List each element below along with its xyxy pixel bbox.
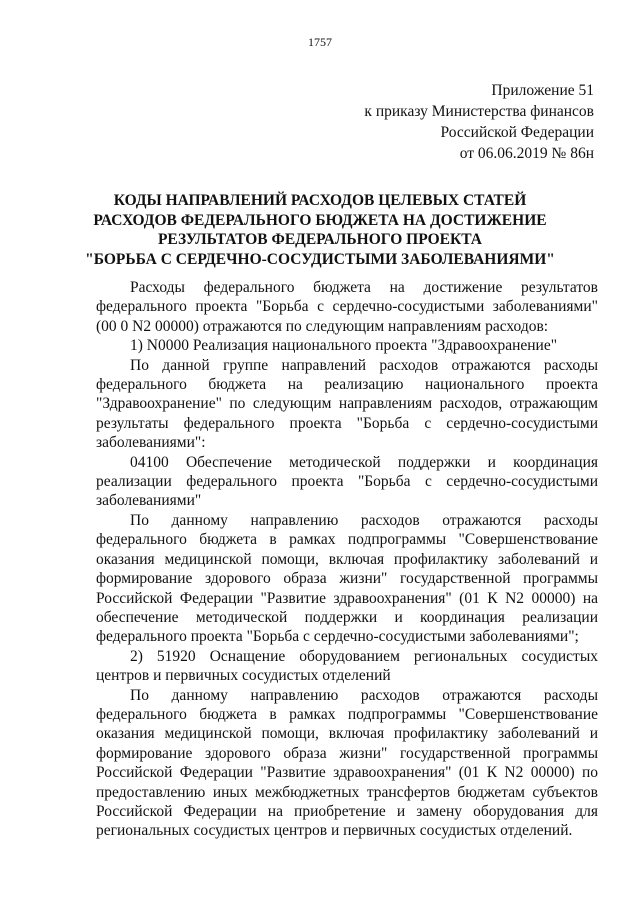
- title-line: "БОРЬБА С СЕРДЕЧНО-СОСУДИСТЫМИ ЗАБОЛЕВАНИЯМИ": [85, 250, 555, 268]
- paragraph-item-2: 2) 51920 Оснащение оборудованием региональных сосудистых центров и первичных сосудистых отделений: [96, 647, 598, 685]
- paragraph-item-1: 1) N0000 Реализация национального проекта "Здравоохранение": [130, 337, 558, 355]
- title-line: КОДЫ НАПРАВЛЕНИЙ РАСХОДОВ ЦЕЛЕВЫХ СТАТЕЙ: [113, 192, 527, 209]
- paragraph-intro: Расходы федерального бюджета на достижение результатов федерального проекта "Борьба с сердечно-сосудистыми заболеваниями" (00 0 N2 00000) отражаются по следующим направлениям расходов:: [96, 279, 598, 335]
- paragraph-code-04100-description: По данному направлению расходов отражаются расходы федерального бюджета в рамках подпрограммы "Совершенствование оказания медицинской помощи, включая профилактику заболеваний и формирование здорового образа жизни" государственной программы Российской Федерации "Развитие здравоохранения" (01 К N2 00000) на обеспечение методической поддержки и координация реализации федерального проекта "Борьба с сердечно-сосудистыми заболеваниями";: [96, 511, 598, 646]
- title-line: РАСХОДОВ ФЕДЕРАЛЬНОГО БЮДЖЕТА НА ДОСТИЖЕНИЕ: [93, 211, 547, 229]
- appendix-reference: [364, 80, 594, 164]
- paragraph-item-2-description: По данному направлению расходов отражаются расходы федерального бюджета в рамках подпрограммы "Совершенствование оказания медицинской помощи, включая профилактику заболеваний и формирование здорового образа жизни" государственной программы Российской Федерации "Развитие здравоохранения" (01 К N2 00000) по предоставлению иных межбюджетных трансфертов бюджетам субъектов Российской Федерации на приобретение и замену оборудования для региональных сосудистых центров и первичных сосудистых отделений.: [96, 686, 598, 840]
- document-title: [60, 191, 580, 269]
- appendix-line: от 06.06.2019 № 86н: [459, 145, 594, 162]
- appendix-line: Приложение 51: [491, 82, 594, 99]
- title-line: РЕЗУЛЬТАТОВ ФЕДЕРАЛЬНОГО ПРОЕКТА: [157, 231, 483, 248]
- page-number: 1757: [308, 35, 332, 49]
- paragraph-code-04100: 04100 Обеспечение методической поддержки и координация реализации федерального проекта "Борьба с сердечно-сосудистыми заболеваниями": [96, 453, 598, 510]
- document-body: [96, 278, 598, 841]
- paragraph-item-1-description: По данной группе направлений расходов отражаются расходы федерального бюджета на реализацию национального проекта "Здравоохранение" по следующим направлениям расходов, отражающим результаты федерального проекта "Борьба с сердечно-сосудистыми заболеваниями":: [96, 356, 598, 452]
- appendix-line: к приказу Министерства финансов: [364, 103, 594, 120]
- appendix-line: Российской Федерации: [440, 124, 594, 141]
